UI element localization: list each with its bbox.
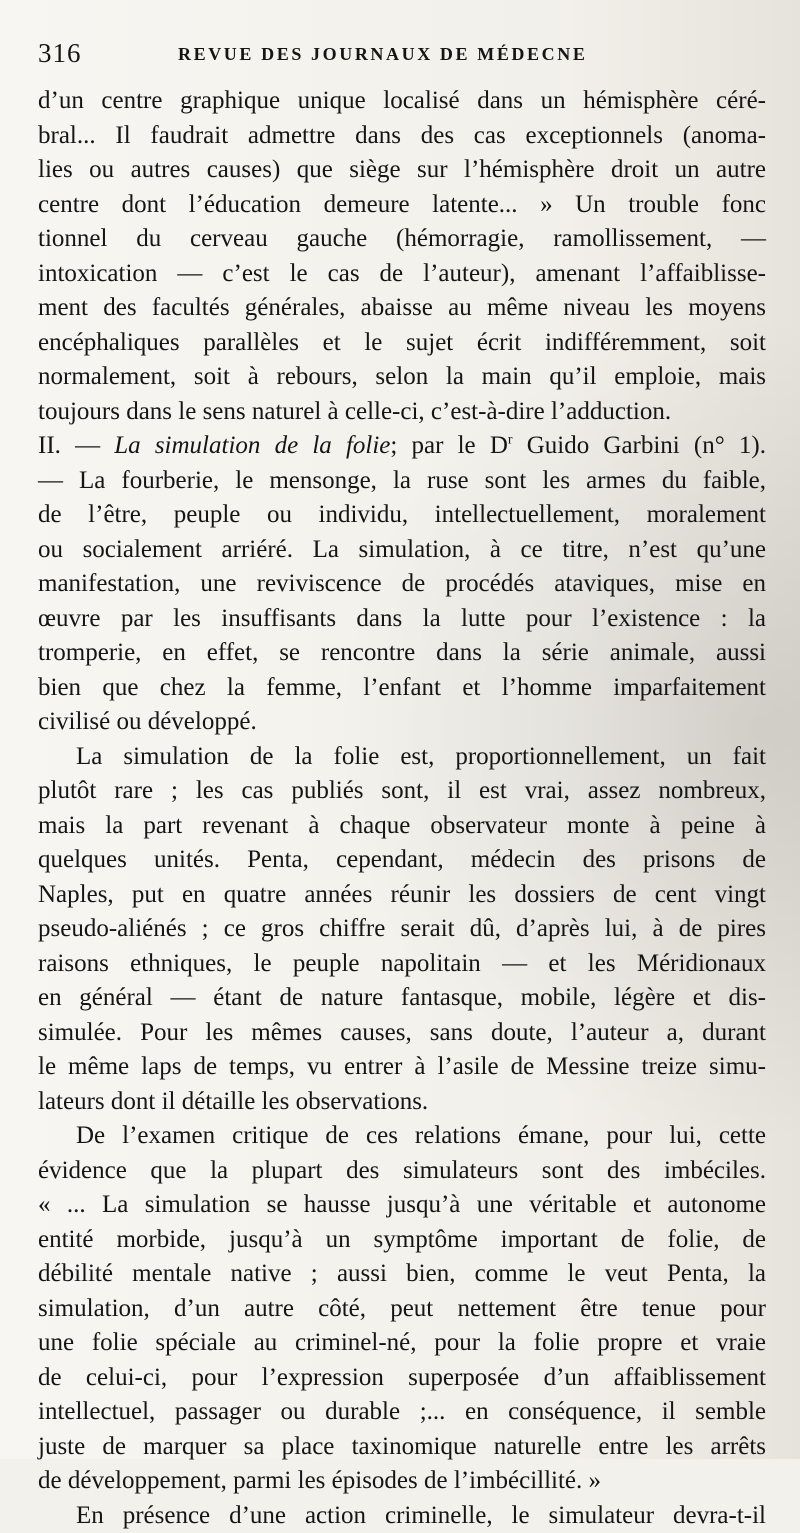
article-body xyxy=(38,84,766,1533)
text-line: une folie spéciale au criminel-né, pour la folie propre et vraie xyxy=(38,1326,766,1361)
heading-fragment: Guido Garbini (n° 1). xyxy=(513,432,766,459)
text-line: plutôt rare ; les cas publiés sont, il est vrai, assez nombreux, xyxy=(38,774,766,809)
text-line: civilisé ou développé. xyxy=(38,705,766,740)
text-line xyxy=(38,429,766,464)
heading-fragment: II. — xyxy=(38,432,114,459)
text-line: de l’être, peuple ou individu, intellectuellement, moralement xyxy=(38,498,766,533)
section-title: La simulation de la folie xyxy=(114,432,390,459)
text-line: — La fourberie, le mensonge, la ruse sont les armes du faible, xyxy=(38,464,766,499)
journal-title: REVUE DES JOURNAUX DE MÉDECNE xyxy=(178,44,587,65)
heading-fragment: ; par le D xyxy=(390,432,507,459)
text-line: tromperie, en effet, se rencontre dans la série animale, aussi xyxy=(38,636,766,671)
text-line: bien que chez la femme, l’enfant et l’homme imparfaitement xyxy=(38,671,766,706)
text-line: normalement, soit à rebours, selon la main qu’il emploie, mais xyxy=(38,360,766,395)
running-head xyxy=(38,38,768,78)
text-line: lies ou autres causes) que siège sur l’hémisphère droit un autre xyxy=(38,153,766,188)
page-number: 316 xyxy=(38,38,82,69)
text-line: intoxication — c’est le cas de l’auteur), amenant l’affaiblisse- xyxy=(38,257,766,292)
heading-fragment: r xyxy=(508,433,513,448)
text-line: ou socialement arriéré. La simulation, à ce titre, n’est qu’une xyxy=(38,533,766,568)
text-line: toujours dans le sens naturel à celle-ci, c’est-à-dire l’adduction. xyxy=(38,395,766,430)
text-line: tionnel du cerveau gauche (hémorragie, ramollissement, — xyxy=(38,222,766,257)
text-line: de celui-ci, pour l’expression superposée d’un affaiblissement xyxy=(38,1361,766,1396)
text-line: ment des facultés générales, abaisse au même niveau les moyens xyxy=(38,291,766,326)
text-line: « ... La simulation se hausse jusqu’à une véritable et autonome xyxy=(38,1188,766,1223)
text-line: le même laps de temps, vu entrer à l’asile de Messine treize simu- xyxy=(38,1050,766,1085)
text-line: intellectuel, passager ou durable ;... en conséquence, il semble xyxy=(38,1395,766,1430)
text-line: De l’examen critique de ces relations émane, pour lui, cette xyxy=(38,1119,766,1154)
text-line: juste de marquer sa place taxinomique naturelle entre les arrêts xyxy=(38,1430,766,1465)
text-line: centre dont l’éducation demeure latente... » Un trouble fonc xyxy=(38,188,766,223)
text-line: quelques unités. Penta, cependant, médecin des prisons de xyxy=(38,843,766,878)
text-line: évidence que la plupart des simulateurs sont des imbéciles. xyxy=(38,1154,766,1189)
text-line: d’un centre graphique unique localisé dans un hémisphère céré- xyxy=(38,84,766,119)
text-line: En présence d’une action criminelle, le simulateur devra-t-il xyxy=(38,1499,766,1533)
text-line: manifestation, une reviviscence de procédés ataviques, mise en xyxy=(38,567,766,602)
text-line: encéphaliques parallèles et le sujet écrit indifféremment, soit xyxy=(38,326,766,361)
text-line: raisons ethniques, le peuple napolitain — et les Méridionaux xyxy=(38,947,766,982)
text-line: bral... Il faudrait admettre dans des cas exceptionnels (anoma- xyxy=(38,119,766,154)
text-line: de développement, parmi les épisodes de l’imbécillité. » xyxy=(38,1464,766,1499)
text-line: œuvre par les insuffisants dans la lutte pour l’existence : la xyxy=(38,602,766,637)
text-line: mais la part revenant à chaque observateur monte à peine à xyxy=(38,809,766,844)
text-line: entité morbide, jusqu’à un symptôme important de folie, de xyxy=(38,1223,766,1258)
text-line: simulation, d’un autre côté, peut nettement être tenue pour xyxy=(38,1292,766,1327)
text-line: simulée. Pour les mêmes causes, sans doute, l’auteur a, durant xyxy=(38,1016,766,1051)
text-line: Naples, put en quatre années réunir les dossiers de cent vingt xyxy=(38,878,766,913)
text-line: débilité mentale native ; aussi bien, comme le veut Penta, la xyxy=(38,1257,766,1292)
text-line: lateurs dont il détaille les observations. xyxy=(38,1085,766,1120)
text-line: en général — étant de nature fantasque, mobile, légère et dis- xyxy=(38,981,766,1016)
text-line: La simulation de la folie est, proportionnellement, un fait xyxy=(38,740,766,775)
text-line: pseudo-aliénés ; ce gros chiffre serait dû, d’après lui, à de pires xyxy=(38,912,766,947)
